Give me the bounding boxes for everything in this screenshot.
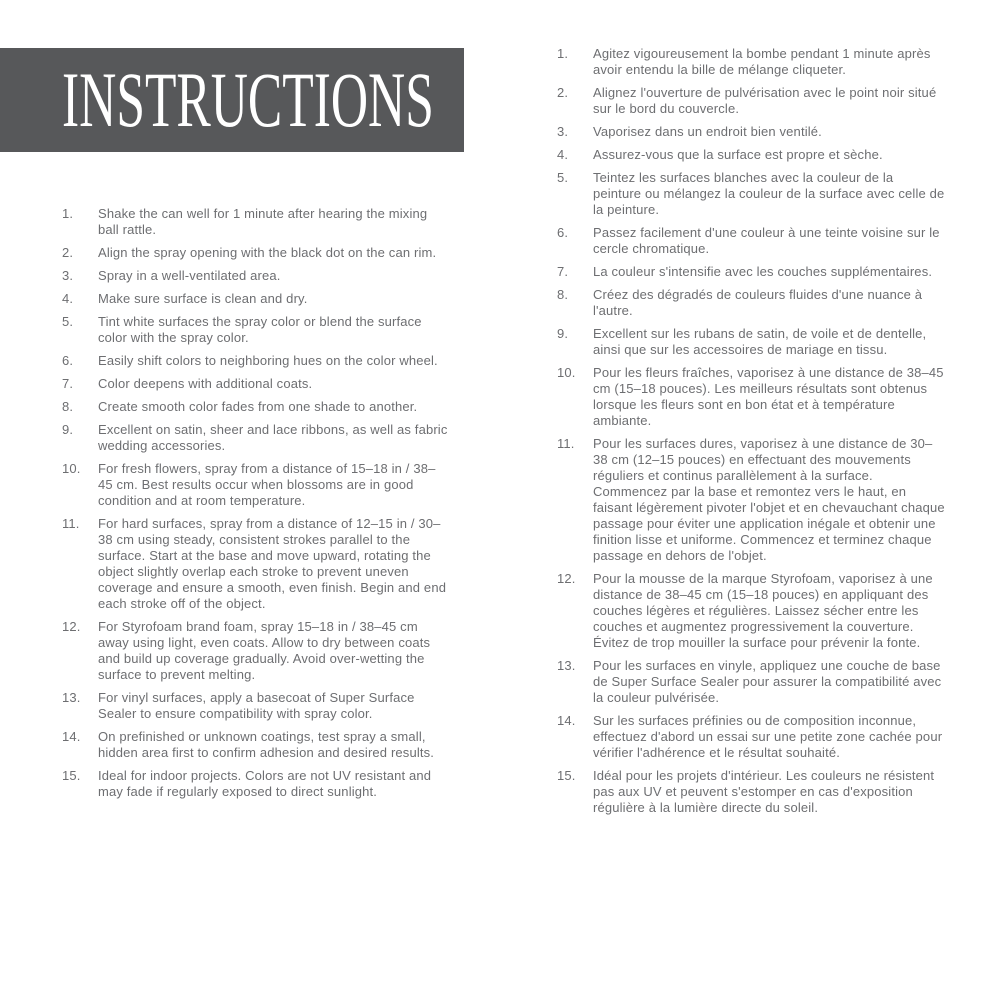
list-item	[62, 729, 448, 761]
item-number: 6.	[557, 225, 569, 240]
list-item	[62, 245, 448, 261]
list-item	[62, 619, 448, 683]
item-number: 12.	[557, 571, 576, 586]
item-number: 8.	[557, 287, 569, 302]
item-text: Ideal for indoor projects. Colors are not UV resistant and may fade if regularly exposed to direct sunlight.	[98, 768, 432, 799]
list-item	[557, 365, 945, 429]
item-number: 2.	[557, 85, 569, 100]
item-text: Spray in a well-ventilated area.	[98, 268, 281, 283]
item-text: Idéal pour les projets d'intérieur. Les couleurs ne résistent pas aux UV et peuvent s'estomper en cas d'exposition régulière à la lumière directe du soleil.	[593, 768, 935, 815]
instructions-list-french	[557, 46, 945, 823]
instructions-list-english	[62, 206, 448, 807]
item-number: 11.	[557, 436, 575, 451]
item-number: 9.	[557, 326, 569, 341]
item-text: Assurez-vous que la surface est propre et sèche.	[593, 147, 883, 162]
item-text: Tint white surfaces the spray color or blend the surface color with the spray color.	[98, 314, 422, 345]
item-number: 9.	[62, 422, 74, 437]
item-number: 1.	[557, 46, 569, 61]
item-text: For hard surfaces, spray from a distance of 12–15 in / 30–38 cm using steady, consistent strokes parallel to the surface. Start at the base and move upward, rotating the object slightly overlap each stroke to prevent uneven coverage and ensure a smooth, even finish. Begin and end each stroke off of the object.	[98, 516, 447, 611]
list-item	[557, 571, 945, 651]
page-title: INSTRUCTIONS	[62, 56, 434, 143]
list-item	[557, 287, 945, 319]
item-number: 10.	[62, 461, 81, 476]
item-text: For Styrofoam brand foam, spray 15–18 in / 38–45 cm away using light, even coats. Allow to dry between coats and build up coverage gradually. Avoid over-wetting the surface to prevent melting.	[98, 619, 431, 682]
item-number: 5.	[557, 170, 569, 185]
list-item	[62, 376, 448, 392]
list-item	[62, 461, 448, 509]
item-text: Pour les fleurs fraîches, vaporisez à une distance de 38–45 cm (15–18 pouces). Les meilleurs résultats sont obtenus lorsque les fleurs sont en bon état et à température ambiante.	[593, 365, 944, 428]
item-number: 8.	[62, 399, 74, 414]
item-text: Agitez vigoureusement la bombe pendant 1 minute après avoir entendu la bille de mélange cliqueter.	[593, 46, 931, 77]
item-text: Créez des dégradés de couleurs fluides d'une nuance à l'autre.	[593, 287, 923, 318]
item-number: 13.	[557, 658, 576, 673]
item-number: 3.	[62, 268, 74, 283]
item-text: Shake the can well for 1 minute after hearing the mixing ball rattle.	[98, 206, 428, 237]
item-text: Pour la mousse de la marque Styrofoam, vaporisez à une distance de 38–45 cm (15–18 pouces) en appliquant des couches légères et régulières. Laissez sécher entre les couches et augmentez progressivement la couverture. Évitez de trop mouiller la surface pour prévenir la fonte.	[593, 571, 933, 650]
item-number: 11.	[62, 516, 80, 531]
item-number: 14.	[557, 713, 576, 728]
item-text: Excellent sur les rubans de satin, de voile et de dentelle, ainsi que sur les accessoires de mariage en tissu.	[593, 326, 927, 357]
list-item	[557, 658, 945, 706]
item-number: 13.	[62, 690, 81, 705]
list-item	[62, 399, 448, 415]
item-number: 1.	[62, 206, 74, 221]
list-item	[62, 768, 448, 800]
item-number: 2.	[62, 245, 74, 260]
item-number: 4.	[557, 147, 569, 162]
list-item	[557, 46, 945, 78]
list-item	[557, 225, 945, 257]
item-text: Pour les surfaces en vinyle, appliquez une couche de base de Super Surface Sealer pour assurer la compatibilité avec la couleur pulvérisée.	[593, 658, 942, 705]
item-number: 12.	[62, 619, 81, 634]
item-text: La couleur s'intensifie avec les couches supplémentaires.	[593, 264, 933, 279]
item-text: Pour les surfaces dures, vaporisez à une distance de 30–38 cm (12–15 pouces) en effectuant des mouvements réguliers et continus parallèlement à la surface. Commencez par la base et remontez vers le haut, en faisant légèrement pivoter l'objet et en chevauchant chaque passage pour éviter une application inégale et obtenir une finition lisse et uniforme. Commencez et terminez chaque passage en dehors de l'objet.	[593, 436, 945, 563]
item-text: Create smooth color fades from one shade to another.	[98, 399, 418, 414]
list-item	[557, 170, 945, 218]
item-text: Vaporisez dans un endroit bien ventilé.	[593, 124, 822, 139]
list-item	[62, 516, 448, 612]
list-item	[62, 314, 448, 346]
list-item	[557, 436, 945, 564]
item-text: For fresh flowers, spray from a distance of 15–18 in / 38–45 cm. Best results occur when blossoms are in good condition and at room temperature.	[98, 461, 436, 508]
item-number: 14.	[62, 729, 81, 744]
item-text: Align the spray opening with the black dot on the can rim.	[98, 245, 437, 260]
list-item	[62, 206, 448, 238]
item-text: On prefinished or unknown coatings, test spray a small, hidden area first to confirm adhesion and desired results.	[98, 729, 435, 760]
list-item	[557, 713, 945, 761]
item-number: 7.	[62, 376, 74, 391]
item-text: Excellent on satin, sheer and lace ribbons, as well as fabric wedding accessories.	[98, 422, 448, 453]
list-item	[62, 690, 448, 722]
item-number: 7.	[557, 264, 569, 279]
item-text: Easily shift colors to neighboring hues on the color wheel.	[98, 353, 438, 368]
item-number: 15.	[557, 768, 576, 783]
item-number: 15.	[62, 768, 81, 783]
item-number: 5.	[62, 314, 74, 329]
item-number: 10.	[557, 365, 576, 380]
list-item	[557, 326, 945, 358]
list-item	[62, 268, 448, 284]
item-number: 4.	[62, 291, 74, 306]
item-text: Passez facilement d'une couleur à une teinte voisine sur le cercle chromatique.	[593, 225, 940, 256]
item-text: Teintez les surfaces blanches avec la couleur de la peinture ou mélangez la couleur de la surface avec celle de la peinture.	[593, 170, 945, 217]
item-number: 3.	[557, 124, 569, 139]
item-number: 6.	[62, 353, 74, 368]
item-text: For vinyl surfaces, apply a basecoat of Super Surface Sealer to ensure compatibility with spray color.	[98, 690, 415, 721]
item-text: Color deepens with additional coats.	[98, 376, 313, 391]
list-item	[62, 291, 448, 307]
list-item	[557, 264, 945, 280]
item-text: Make sure surface is clean and dry.	[98, 291, 308, 306]
list-item	[557, 768, 945, 816]
item-text: Alignez l'ouverture de pulvérisation avec le point noir situé sur le bord du couvercle.	[593, 85, 937, 116]
list-item	[557, 85, 945, 117]
list-item	[557, 147, 945, 163]
header-banner	[0, 48, 464, 152]
list-item	[557, 124, 945, 140]
list-item	[62, 422, 448, 454]
list-item	[62, 353, 448, 369]
item-text: Sur les surfaces préfinies ou de composition inconnue, effectuez d'abord un essai sur une petite zone cachée pour vérifier l'adhérence et le résultat souhaité.	[593, 713, 943, 760]
